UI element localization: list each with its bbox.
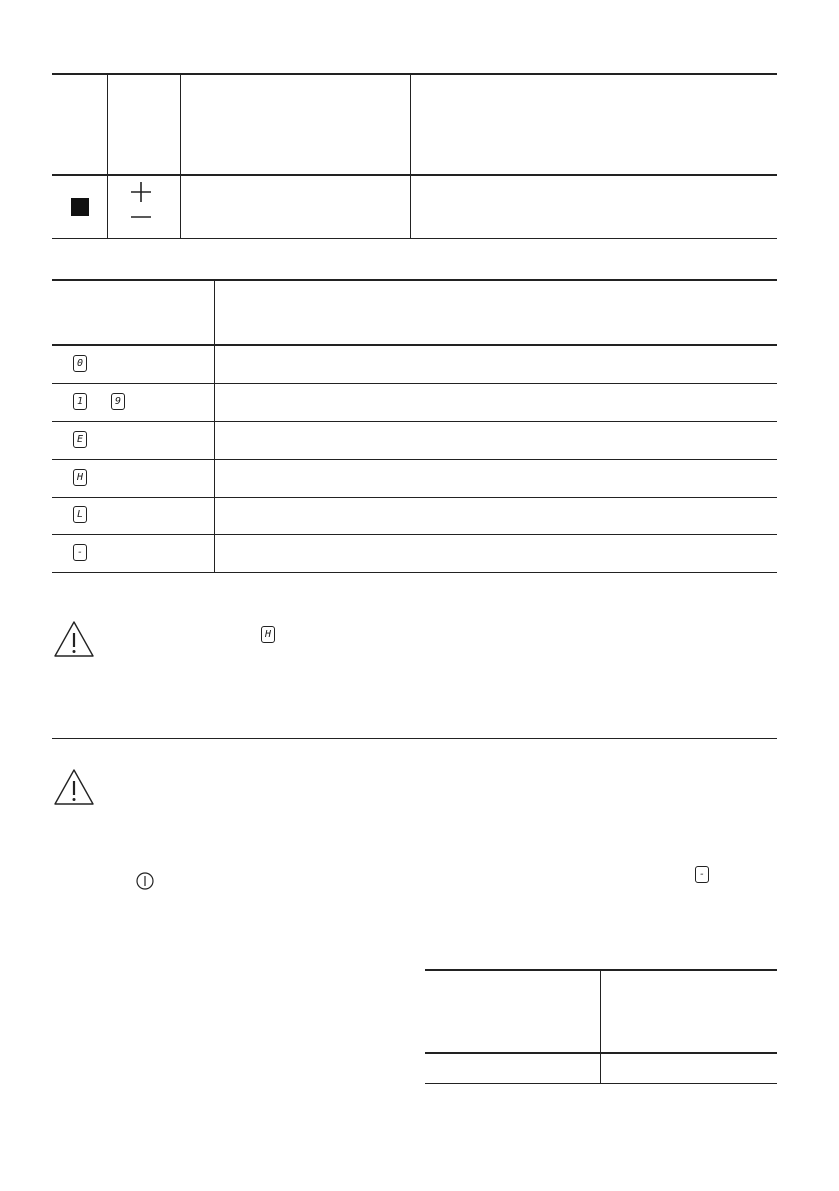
section-divider	[52, 738, 777, 739]
display-symbol-H: H	[73, 469, 87, 486]
warning-inline-symbol-H: H	[261, 626, 275, 643]
display-symbol-1: 1	[73, 393, 87, 410]
warning-icon	[53, 768, 95, 806]
table-top-rule	[52, 73, 777, 75]
plus-minus-icon	[128, 180, 154, 222]
display-symbol-0: 0	[73, 355, 87, 372]
warning-icon	[53, 620, 95, 658]
display-symbol-dash: -	[73, 544, 87, 561]
stop-square-icon	[71, 198, 89, 216]
display-symbol-L: L	[73, 506, 87, 523]
power-icon	[136, 872, 154, 890]
table-bottom-rule	[52, 238, 777, 239]
table-header-rule	[52, 174, 777, 176]
display-symbol-9: 9	[111, 393, 125, 410]
display-symbol-E: E	[73, 431, 87, 448]
inline-symbol-dash: -	[695, 866, 709, 883]
